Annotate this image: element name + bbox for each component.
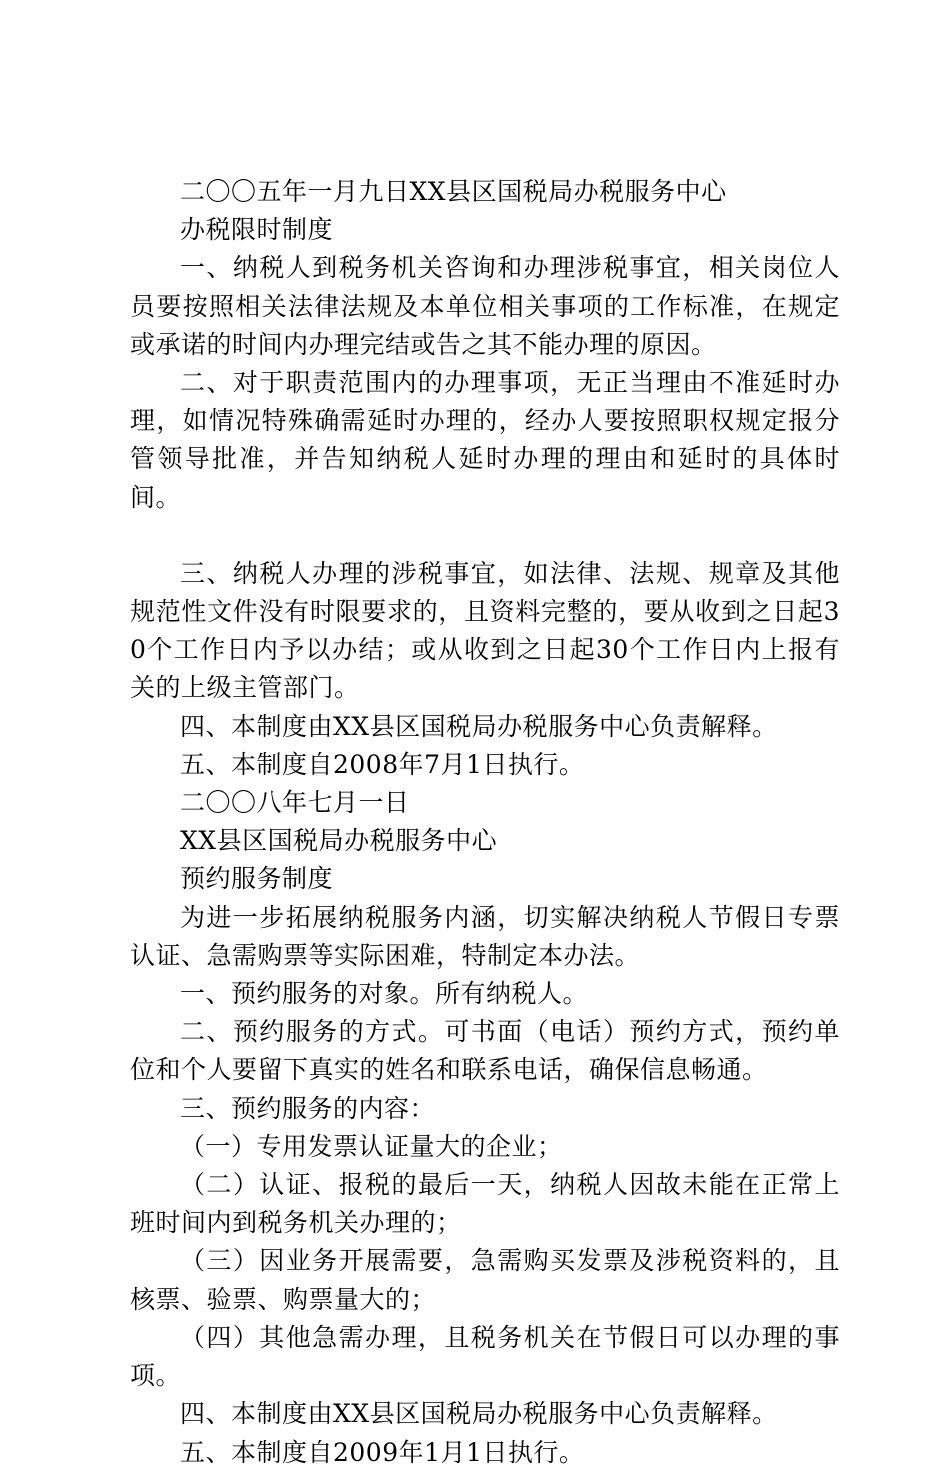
time-limit-clause-1: 一、纳税人到税务机关咨询和办理涉税事宜，相关岗位人员要按照相关法律法规及本单位相关事项的工作标准，在规定或承诺的时间内办理完结或告之其不能办理的原因。 — [130, 253, 840, 359]
time-limit-clause-2: 二、对于职责范围内的办理事项，无正当理由不准延时办理，如情况特殊确需延时办理的，经办人要按照职权规定报分管领导批准，并告知纳税人延时办理的理由和延时的具体时间。 — [130, 368, 840, 512]
appointment-clause-2: 二、预约服务的方式。可书面（电话）预约方式，预约单位和个人要留下真实的姓名和联系电话，确保信息畅通。 — [130, 1017, 840, 1085]
paragraph-gap — [130, 517, 840, 555]
appointment-clause-4: 四、本制度由XX县区国税局办税服务中心负责解释。 — [180, 1399, 778, 1429]
time-limit-clause-5: 五、本制度自2008年7月1日执行。 — [180, 749, 585, 779]
appointment-intro: 为进一步拓展纳税服务内涵，切实解决纳税人节假日专票认证、急需购票等实际困难，特制定本办法。 — [130, 902, 840, 970]
time-limit-clause-3: 三、纳税人办理的涉税事宜，如法律、法规、规章及其他规范性文件没有时限要求的，且资料完整的，要从收到之日起30个工作日内予以办结；或从收到之日起30个工作日内上报有关的上级主管部门。 — [130, 558, 840, 703]
issue-date: 二〇〇八年七月一日 — [180, 788, 410, 818]
appointment-item-1: （一）专用发票认证量大的企业； — [180, 1131, 563, 1161]
date-org-line: 二〇〇五年一月九日XX县区国税局办税服务中心 — [180, 177, 727, 206]
issuing-org: XX县区国税局办税服务中心 — [180, 826, 498, 856]
appointment-clause-3: 三、预约服务的内容： — [180, 1093, 436, 1123]
appointment-clause-5: 五、本制度自2009年1月1日执行。 — [180, 1437, 585, 1467]
section-title-time-limit: 办税限时制度 — [180, 215, 334, 245]
appointment-item-3: （三）因业务开展需要，急需购买发票及涉税资料的，且核票、验票、购票量大的； — [130, 1246, 840, 1314]
appointment-clause-1: 一、预约服务的对象。所有纳税人。 — [180, 979, 589, 1009]
appointment-item-2: （二）认证、报税的最后一天，纳税人因故未能在正常上班时间内到税务机关办理的； — [130, 1170, 840, 1238]
document-page — [130, 173, 840, 1472]
time-limit-clause-4: 四、本制度由XX县区国税局办税服务中心负责解释。 — [180, 711, 778, 741]
section-title-appointment: 预约服务制度 — [180, 864, 334, 894]
appointment-item-4: （四）其他急需办理，且税务机关在节假日可以办理的事项。 — [130, 1322, 840, 1391]
